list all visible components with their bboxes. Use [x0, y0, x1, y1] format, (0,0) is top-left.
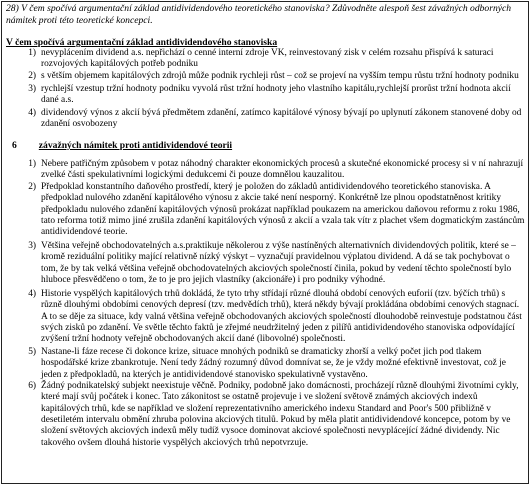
section2-number: 6 — [12, 140, 17, 151]
item-text: Předpoklad konstantního daňového prostředí, který je položen do základů antidividendového teoretického stanoviska. A předpoklad nulového zdanění kapitálového výnosu z akcie také není nesporný. Konkrétně lze plnou opodstatněnost kritiky předpokladu nulového zdanění kapitálových výnosů prokázat například poukazem na americkou daňovou reformu z roku 1986, tato reforma totiž mimo jiné zrušila zdanění kapitálových výnosů z akcií a vzala tak vítr z plachet všem dogmatickým zastáncům antidividendové teorie. — [41, 182, 525, 238]
item-text: rychlejší vzestup tržní hodnoty podniku vyvolá růst tržní hodnoty jeho vlastního kapitálu,rychlejší prorůst tržní hodnota akcií dané a.s. — [41, 84, 511, 106]
item-text: Žádný podnikatelský subjekt neexistuje věčně. Podniky, podobně jako domácnosti, procházejí různě dlouhými životními cykly, které mají svůj počátek i konec. Tato zákonitost se ostatně projevuje i ve složení světově známých akciových indexů kapitálových trhů, kde se například ve složení reprezentativního amerického indexu Standard and Poor's 500 přibližně v desetiletém intervalu obmění zhruba polovina akciových titulů. Pokud by měla platit antidividendové koncepce, potom by ve složení světových akciových indexů měly tudíž vysoce dominovat akciové společnosti nevyplácející žádné dividendy. Nic takového ovšem dlouhá historie vyspělých akciových trhů nepotvrzuje. — [41, 381, 519, 448]
item-number: 3) — [28, 84, 36, 94]
item-text: Většina veřejně obchodovatelných a.s.praktikuje několerou z výše nastíněných alternativních dividendových politik, které se – kromě reziduální politiky mající relativně nízký výskyt – vyznačují pravidelnou výplatou dividend. A dá se tak pochybovat o tom, že by tak velká většina veřejně obchodovatelných akciových společností činila, pokud by vedení těchto společností bylo hluboce přesvědčeno o tom, že to je pro jejich vlastníky (akcionáře) i pro podniky výhodné. — [41, 241, 516, 286]
document-page — [1, 1, 529, 484]
section2-title: závažných námitek proti antidividendové teorii — [38, 140, 233, 151]
section2-heading — [12, 140, 232, 151]
item-number: 4) — [28, 289, 36, 299]
item-number: 3) — [28, 241, 36, 251]
item-text: Nebere patřičným způsobem v potaz náhodný charakter ekonomických procesů a skutečné ekonomické procesy si v ní nahrazují zvelké části spekulativními logickými dedukcemi či pouze domnělou kauzalitou. — [41, 159, 524, 181]
item-number: 4) — [28, 108, 36, 118]
item-text: s větším objemem kapitálových zdrojů může podnik rychleji růst – což se projeví na vyšším tempu růstu tržní hodnoty podniku — [41, 71, 519, 81]
item-number: 1) — [28, 48, 36, 58]
item-number: 1) — [28, 159, 36, 169]
item-text: Nastane-li fáze recese či dokonce krize, situace mnohých podniků se dramaticky zhorší a velký počet jich pod tlakem hospodářské krize zbankrotuje. Není tedy žádný rozumný důvod domnívat se, že je vždy možné efektivně investovat, což je jeden z předpokladů, na kterých je antidividendové stanovisko spekulativně vystavěno. — [41, 347, 506, 380]
item-number: 2) — [28, 71, 36, 81]
item-text: nevyplácením dividend a.s. nepřichází o cenné interní zdroje VK, reinvestovaný zisk v celém rozsahu přispívá k saturaci rozvojových kapitálových potřeb podniku — [41, 48, 494, 70]
item-number: 6) — [28, 381, 36, 391]
item-text: dividendový výnos z akcií bývá předmětem zdanění, zatímco kapitálové výnosy bývají po uplynutí zákonem stanovené doby od zdanění osvobozeny — [41, 108, 522, 130]
item-text: Historie vyspělých kapitálových trhů dokládá, že tyto trhy střídají různé dlouhá období cenových euforií (tzv. býčích trhů) s různě dlouhými obdobími cenových depresí (tzv. medvědích trhů), která někdy bývají prokládána obdobími cenových stagnací. A to se děje za situace, kdy valná většina veřejně obchodovaných akciových společností dlouhodobě reinvestuje podstatnou část svých zisků po zdanění. Ve světle těchto faktů je zřejmé neudržitelný jeden z pilířů antidividendového stanoviska odpovídající zvýšení tržní hodnoty veřejně obchodovaných akcií dané (libovolné) společnosti. — [41, 289, 522, 345]
item-number: 5) — [28, 347, 36, 357]
section1-heading: V čem spočívá argumentační základ antidividendového stanoviska — [6, 37, 278, 48]
item-number: 2) — [28, 182, 36, 192]
question-text: 28) V čem spočívá argumentační základ antidividendového teoretického stanoviska? Zdůvodněte alespoň šest závažných odborných námitek proti této teoretické koncepci. — [6, 3, 512, 26]
